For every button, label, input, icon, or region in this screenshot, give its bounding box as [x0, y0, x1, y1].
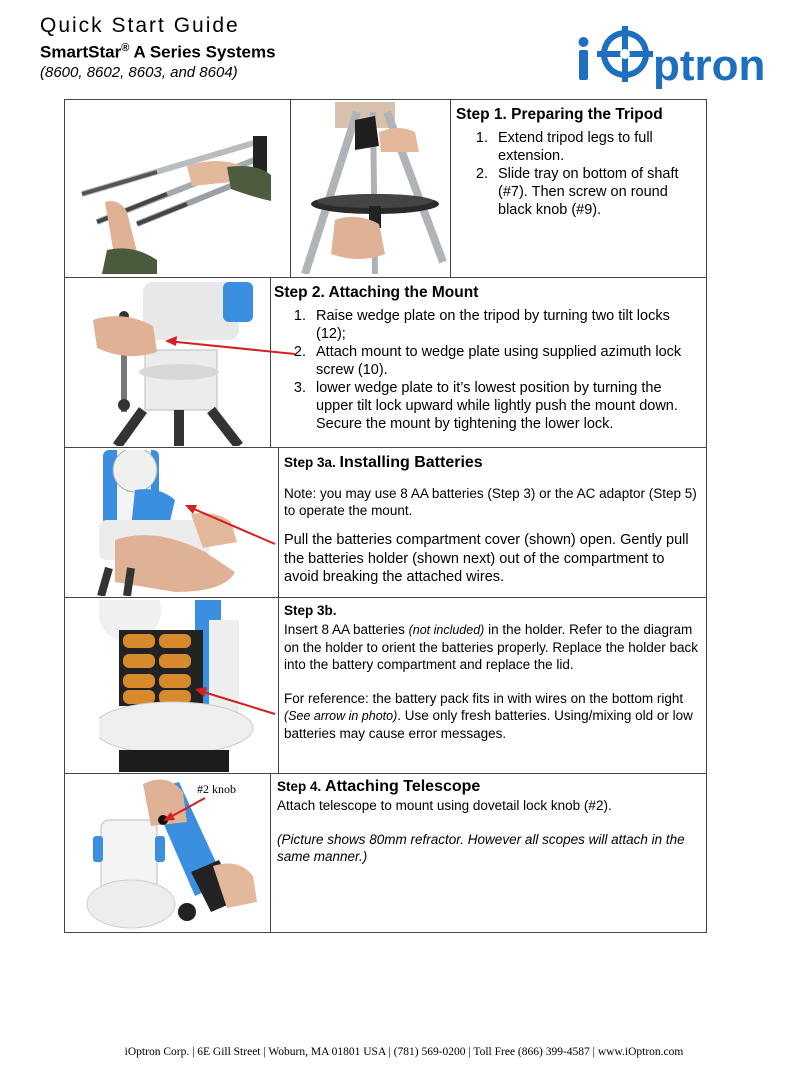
product-name: SmartStar® A Series Systems	[40, 42, 276, 62]
step1-photo-cell-b	[291, 100, 451, 277]
knob-label: #2 knob	[197, 782, 236, 796]
page-title: Quick Start Guide	[40, 14, 240, 37]
step4-row	[65, 774, 706, 932]
step4-text-cell	[271, 774, 706, 932]
step2-arrow	[65, 278, 706, 448]
step3a-row	[65, 448, 706, 598]
step1-title: Step 1. Preparing the Tripod	[456, 106, 663, 123]
step4-note: (Picture shows 80mm refractor. However all scopes will attach in the same manner.)	[277, 832, 685, 864]
step3b-row	[65, 598, 706, 774]
step3b-paragraph-2: For reference: the battery pack fits in with wires on the bottom right (See arrow in photo). Use only fresh batteries. Using/mixing old or low batteries may cause error messages.	[284, 691, 693, 741]
step4-body: Attach telescope to mount using dovetail lock knob (#2).	[277, 798, 612, 813]
step1-item: 1. Extend tripod legs to full extension.	[492, 129, 701, 165]
step4-arrow	[65, 774, 271, 932]
step3a-title: Step 3a. Installing Batteries	[284, 454, 483, 471]
step1-list	[456, 129, 701, 219]
svg-text:ptron: ptron	[653, 41, 766, 90]
step1-item: 2. Slide tray on bottom of shaft (#7). Then screw on round black knob (#9).	[492, 165, 701, 219]
step3b-title: Step 3b.	[284, 603, 337, 618]
step2-item: 1. Raise wedge plate on the tripod by turning two tilt locks (12);	[310, 307, 702, 343]
step4-title: Step 4. Attaching Telescope	[277, 778, 481, 795]
step4-photo-cell	[65, 774, 271, 932]
footer-contact: iOptron Corp. | 6E Gill Street | Woburn, MA 01801 USA | (781) 569-0200 | Toll Free (866) 399-4587 | www.iOptron.com	[124, 1046, 684, 1058]
step2-item: 3. lower wedge plate to it’s lowest position by turning the upper tilt lock upward while lightly push the mount down. Secure the mount by tightening the lower lock.	[310, 379, 702, 433]
model-numbers: (8600, 8602, 8603, and 8604)	[40, 64, 238, 81]
step2-item: 2. Attach mount to wedge plate using supplied azimuth lock screw (10).	[310, 343, 702, 379]
step3a-arrow	[65, 448, 706, 598]
step1-row	[65, 100, 706, 278]
step2-row	[65, 278, 706, 448]
step3b-paragraph-1: Insert 8 AA batteries (not included) in the holder. Refer to the diagram on the holder to orient the batteries properly. Replace the holder back into the battery compartment and replace the lid.	[284, 622, 699, 672]
tripod-legs-photo	[77, 102, 277, 274]
step2-title: Step 2. Attaching the Mount	[274, 284, 479, 301]
ioptron-logo	[575, 20, 775, 92]
tripod-tray-photo	[295, 102, 447, 274]
step3a-note: Note: you may use 8 AA batteries (Step 3) or the AC adaptor (Step 5) to operate the mount.	[284, 486, 697, 518]
step3a-body: Pull the batteries compartment cover (shown) open. Gently pull the batteries holder (shown next) out of the compartment to avoid breaking the attached wires.	[284, 532, 689, 585]
step1-text-cell	[451, 100, 706, 277]
step1-photo-cell-a	[65, 100, 291, 277]
steps-table	[64, 99, 707, 933]
step3b-arrow	[65, 598, 706, 774]
